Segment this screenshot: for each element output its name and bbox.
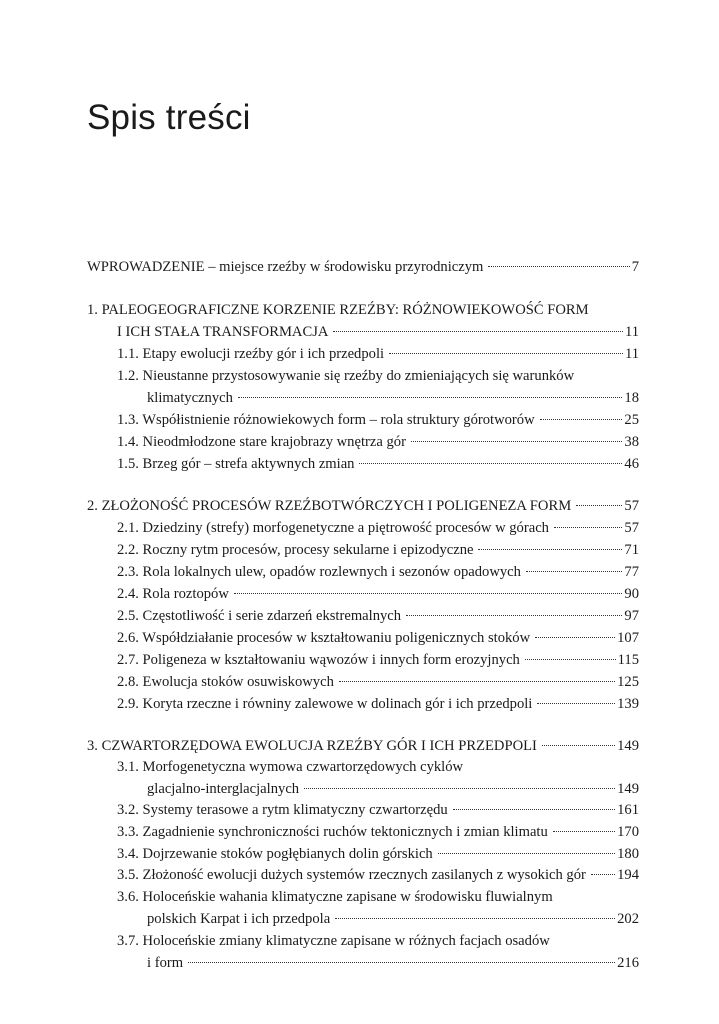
leader-dots <box>537 703 615 704</box>
entry-title: 2.6. Współdziałanie procesów w kształtowaniu poligenicznych stoków <box>117 630 531 646</box>
toc-section-2-8[interactable] <box>0 671 719 693</box>
leader-dots <box>453 809 615 810</box>
entry-title: 3.4. Dojrzewanie stoków pogłębianych dolin górskich <box>117 846 433 862</box>
toc-section-3-2[interactable] <box>0 799 719 821</box>
page-number: 97 <box>624 608 639 624</box>
page-number: 38 <box>624 434 639 450</box>
toc-section-1-3[interactable] <box>0 409 719 431</box>
entry-title: 1. PALEOGEOGRAFICZNE KORZENIE RZEŹBY: RÓŻNOWIEKOWOŚĆ FORM <box>87 302 589 318</box>
entry-title: 2. ZŁOŻONOŚĆ PROCESÓW RZEŹBOTWÓRCZYCH I POLIGENEZA FORM <box>87 498 572 514</box>
page-number: 71 <box>624 542 639 558</box>
leader-dots <box>525 659 616 660</box>
toc-entry-introduction[interactable] <box>0 256 719 278</box>
leader-dots <box>389 353 623 354</box>
toc-section-3-4[interactable] <box>0 843 719 865</box>
page-number: 115 <box>617 652 639 668</box>
leader-dots <box>335 918 615 919</box>
toc-chapter-1[interactable] <box>0 321 719 343</box>
entry-title: 1.5. Brzeg gór – strefa aktywnych zmian <box>117 456 355 472</box>
entry-title: 2.7. Poligeneza w kształtowaniu wąwozów i innych form erozyjnych <box>117 652 520 668</box>
leader-dots <box>304 788 615 789</box>
toc-chapter-3[interactable] <box>0 735 719 757</box>
page-number: 11 <box>624 346 639 362</box>
toc-section-3-7-line1[interactable] <box>0 930 719 952</box>
page-number: 125 <box>617 674 639 690</box>
page-number: 149 <box>617 738 639 754</box>
toc-section-3-3[interactable] <box>0 821 719 843</box>
page-number: 194 <box>617 867 639 883</box>
leader-dots <box>553 831 615 832</box>
entry-title: 3.3. Zagadnienie synchroniczności ruchów tektonicznych i zmian klimatu <box>117 824 548 840</box>
entry-title: 1.4. Nieodmłodzone stare krajobrazy wnętrza gór <box>117 434 406 450</box>
leader-dots <box>540 419 623 420</box>
leader-dots <box>542 745 615 746</box>
page-number: 170 <box>617 824 639 840</box>
entry-title: 2.2. Roczny rytm procesów, procesy sekularne i epizodyczne <box>117 542 474 558</box>
entry-title: 3.1. Morfogenetyczna wymowa czwartorzędowych cyklów <box>117 759 464 775</box>
leader-dots <box>488 266 629 267</box>
toc-section-2-6[interactable] <box>0 627 719 649</box>
toc-section-2-3[interactable] <box>0 561 719 583</box>
page-number: 7 <box>631 259 639 275</box>
page-number: 11 <box>624 324 639 340</box>
toc-section-3-7[interactable] <box>0 952 719 974</box>
leader-dots <box>339 681 615 682</box>
page-number: 139 <box>617 696 639 712</box>
leader-dots <box>238 397 622 398</box>
toc-section-1-2[interactable] <box>0 387 719 409</box>
entry-title: 2.8. Ewolucja stoków osuwiskowych <box>117 674 334 690</box>
entry-title: 3. CZWARTORZĘDOWA EWOLUCJA RZEŹBY GÓR I ICH PRZEDPOLI <box>87 738 537 754</box>
entry-title-continued: polskich Karpat i ich przedpola <box>147 911 331 927</box>
toc-section-2-9[interactable] <box>0 693 719 715</box>
toc-section-3-1[interactable] <box>0 778 719 800</box>
page-number: 25 <box>624 412 639 428</box>
entry-title: 1.1. Etapy ewolucji rzeźby gór i ich przedpoli <box>117 346 385 362</box>
entry-title: 3.7. Holoceńskie zmiany klimatyczne zapisane w różnych facjach osadów <box>117 933 550 949</box>
toc-section-2-7[interactable] <box>0 649 719 671</box>
page-number: 107 <box>617 630 639 646</box>
page-number: 180 <box>617 846 639 862</box>
entry-title: 3.6. Holoceńskie wahania klimatyczne zapisane w środowisku fluwialnym <box>117 889 553 905</box>
entry-title: 3.5. Złożoność ewolucji dużych systemów rzecznych zasilanych z wysokich gór <box>117 867 586 883</box>
entry-title: 3.2. Systemy terasowe a rytm klimatyczny czwartorzędu <box>117 802 448 818</box>
entry-title: 2.4. Rola roztopów <box>117 586 229 602</box>
entry-title-continued: klimatycznych <box>147 390 233 406</box>
entry-title-continued: glacjalno-interglacjalnych <box>147 781 300 797</box>
toc-chapter-2[interactable] <box>0 495 719 517</box>
leader-dots <box>526 571 622 572</box>
leader-dots <box>554 527 622 528</box>
leader-dots <box>576 505 622 506</box>
entry-title: 2.9. Koryta rzeczne i równiny zalewowe w dolinach gór i ich przedpoli <box>117 696 533 712</box>
leader-dots <box>535 637 615 638</box>
toc-section-2-5[interactable] <box>0 605 719 627</box>
entry-title-continued: I ICH STAŁA TRANSFORMACJA <box>117 324 329 340</box>
page-number: 18 <box>624 390 639 406</box>
toc-section-1-4[interactable] <box>0 431 719 453</box>
leader-dots <box>406 615 622 616</box>
page-number: 77 <box>624 564 639 580</box>
toc-section-2-2[interactable] <box>0 539 719 561</box>
toc-section-1-1[interactable] <box>0 343 719 365</box>
leader-dots <box>333 331 623 332</box>
leader-dots <box>188 962 615 963</box>
entry-title: 2.3. Rola lokalnych ulew, opadów rozlewnych i sezonów opadowych <box>117 564 521 580</box>
page-number: 57 <box>624 520 639 536</box>
toc-section-2-1[interactable] <box>0 517 719 539</box>
leader-dots <box>359 463 622 464</box>
page-number: 161 <box>617 802 639 818</box>
toc-section-3-5[interactable] <box>0 864 719 886</box>
page-number: 57 <box>624 498 639 514</box>
entry-title: WPROWADZENIE – miejsce rzeźby w środowisku przyrodniczym <box>87 259 484 275</box>
leader-dots <box>234 593 623 594</box>
toc-section-3-1-line1[interactable] <box>0 756 719 778</box>
entry-title: 2.5. Częstotliwość i serie zdarzeń ekstremalnych <box>117 608 402 624</box>
toc-chapter-1-line1[interactable] <box>0 299 719 321</box>
leader-dots <box>411 441 622 442</box>
leader-dots <box>591 874 615 875</box>
toc-section-3-6-line1[interactable] <box>0 886 719 908</box>
leader-dots <box>438 853 615 854</box>
page-number: 216 <box>617 955 639 971</box>
entry-title-continued: i form <box>147 955 184 971</box>
toc-section-3-6[interactable] <box>0 908 719 930</box>
page-number: 202 <box>617 911 639 927</box>
toc-section-1-2-line1[interactable] <box>0 365 719 387</box>
leader-dots <box>478 549 622 550</box>
page-number: 46 <box>624 456 639 472</box>
entry-title: 1.2. Nieustanne przystosowywanie się rzeźby do zmieniających się warunków <box>117 368 575 384</box>
entry-title: 1.3. Współistnienie różnowiekowych form – rola struktury górotworów <box>117 412 535 428</box>
entry-title: 2.1. Dziedziny (strefy) morfogenetyczne a piętrowość procesów w górach <box>117 520 549 536</box>
toc-section-2-4[interactable] <box>0 583 719 605</box>
page-number: 149 <box>617 781 639 797</box>
toc-section-1-5[interactable] <box>0 453 719 475</box>
page-number: 90 <box>624 586 639 602</box>
page-title: Spis treści <box>87 98 251 137</box>
